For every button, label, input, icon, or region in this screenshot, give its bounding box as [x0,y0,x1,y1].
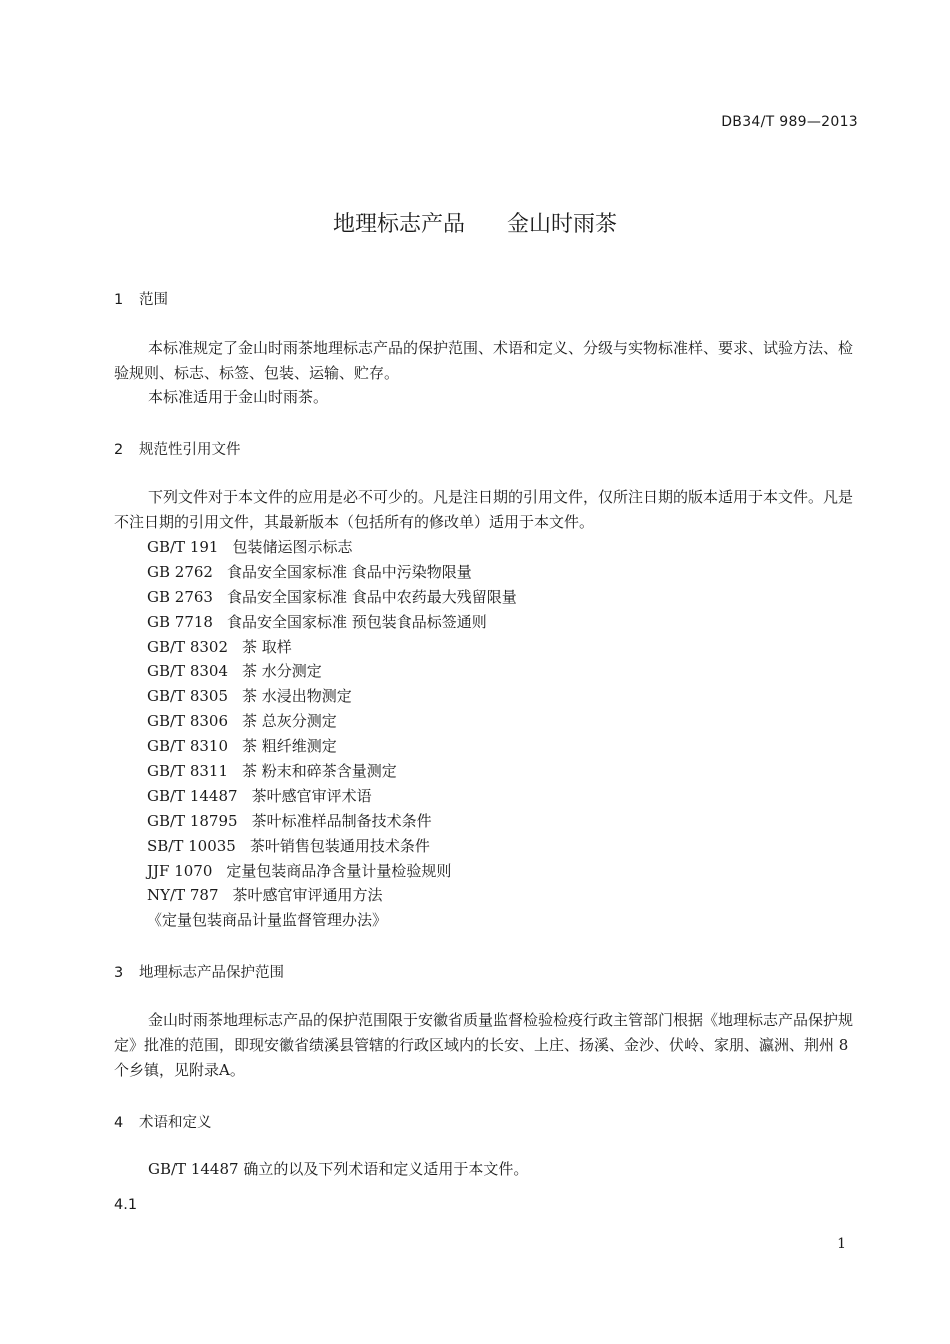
section-2-heading [114,438,241,459]
reference-code: GB/T 14487 [147,786,238,805]
page-number: 1 [837,1236,846,1252]
subsection-number: 4.1 [114,1197,138,1213]
reference-title: 茶 总灰分测定 [242,712,337,731]
section-3-paragraph: 金山时雨茶地理标志产品的保护范围限于安徽省质量监督检验检疫行政主管部门根据《地理标志产品保护规定》批准的范围，即现安徽省绩溪县管辖的行政区域内的长安、上庄、扬溪、金沙、伏岭、家朋、瀛洲、荆州 8 个乡镇，见附录A。 [114,1011,854,1079]
standard-code: DB34/T 989—2013 [721,114,858,130]
section-number: 3 [114,965,124,981]
reference-item [147,883,517,908]
normative-references-list [147,535,517,933]
reference-title: 茶 粉末和碎茶含量测定 [242,762,397,781]
reference-code: GB 7718 [147,612,213,631]
reference-code: GB/T 8304 [147,662,229,681]
reference-item [147,809,517,834]
reference-code: GB 2763 [147,587,213,606]
reference-item [147,784,517,809]
section-number: 2 [114,442,124,458]
reference-code: GB 2762 [147,562,213,581]
reference-code: GB/T 191 [147,538,219,556]
reference-item [147,585,517,610]
reference-code: JJF 1070 [147,861,213,880]
reference-title: 茶叶销售包装通用技术条件 [249,836,430,855]
section-1-paragraph-2: 本标准适用于金山时雨茶。 [148,388,329,406]
reference-title: 茶 粗纤维测定 [242,737,337,756]
reference-title: 茶叶标准样品制备技术条件 [251,811,432,830]
document-title [0,207,950,238]
reference-code: GB/T 8306 [147,712,229,731]
reference-code: GB/T 8302 [147,637,229,656]
reference-item [147,908,517,933]
reference-title: 食品安全国家标准 食品中污染物限量 [226,562,472,581]
reference-item [147,535,517,560]
reference-item [147,709,517,734]
reference-item [147,659,517,684]
reference-title: 食品安全国家标准 预包装食品标签通则 [226,612,487,631]
reference-title: 茶 水分测定 [242,662,322,681]
section-number: 1 [114,292,124,308]
reference-code: GB/T 8310 [147,737,229,756]
reference-item [147,734,517,759]
title-part-1: 地理标志产品 [332,212,465,237]
reference-item [147,635,517,660]
section-title: 术语和定义 [139,1115,212,1131]
reference-item [147,684,517,709]
reference-item [147,560,517,585]
section-1-paragraph-1: 本标准规定了金山时雨茶地理标志产品的保护范围、术语和定义、分级与实物标准样、要求、试验方法、检验规则、标志、标签、包装、运输、贮存。 [114,339,854,382]
section-title: 范围 [139,292,168,308]
reference-title: 定量包装商品净含量计量检验规则 [226,861,452,880]
reference-code: NY/T 787 [147,886,219,905]
reference-title: 食品安全国家标准 食品中农药最大残留限量 [226,587,517,606]
reference-title: 茶叶感官审评术语 [251,786,372,805]
reference-title: 茶 水浸出物测定 [242,687,352,706]
section-4-heading [114,1111,212,1132]
reference-code: SB/T 10035 [147,836,236,855]
reference-code: GB/T 8305 [147,687,229,706]
section-3-heading [114,961,284,982]
reference-title: 《定量包装商品计量监督管理办法》 [147,911,388,930]
reference-code: GB/T 18795 [147,811,238,830]
reference-item [147,859,517,884]
reference-item [147,610,517,635]
section-2-intro: 下列文件对于本文件的应用是必不可少的。凡是注日期的引用文件，仅所注日期的版本适用于本文件。凡是不注日期的引用文件，其最新版本（包括所有的修改单）适用于本文件。 [114,488,854,531]
reference-title: 茶叶感官审评通用方法 [232,886,383,905]
title-part-2: 金山时雨茶 [507,212,618,237]
section-number: 4 [114,1115,124,1131]
reference-title: 茶 取样 [242,637,292,656]
reference-title: 包装储运图示标志 [232,538,353,556]
reference-code: GB/T 8311 [147,762,229,781]
reference-item [147,834,517,859]
section-title: 地理标志产品保护范围 [139,965,284,981]
reference-item [147,759,517,784]
section-4-paragraph: GB/T 14487 确立的以及下列术语和定义适用于本文件。 [148,1160,529,1178]
section-title: 规范性引用文件 [139,442,241,458]
section-1-heading [114,288,168,309]
